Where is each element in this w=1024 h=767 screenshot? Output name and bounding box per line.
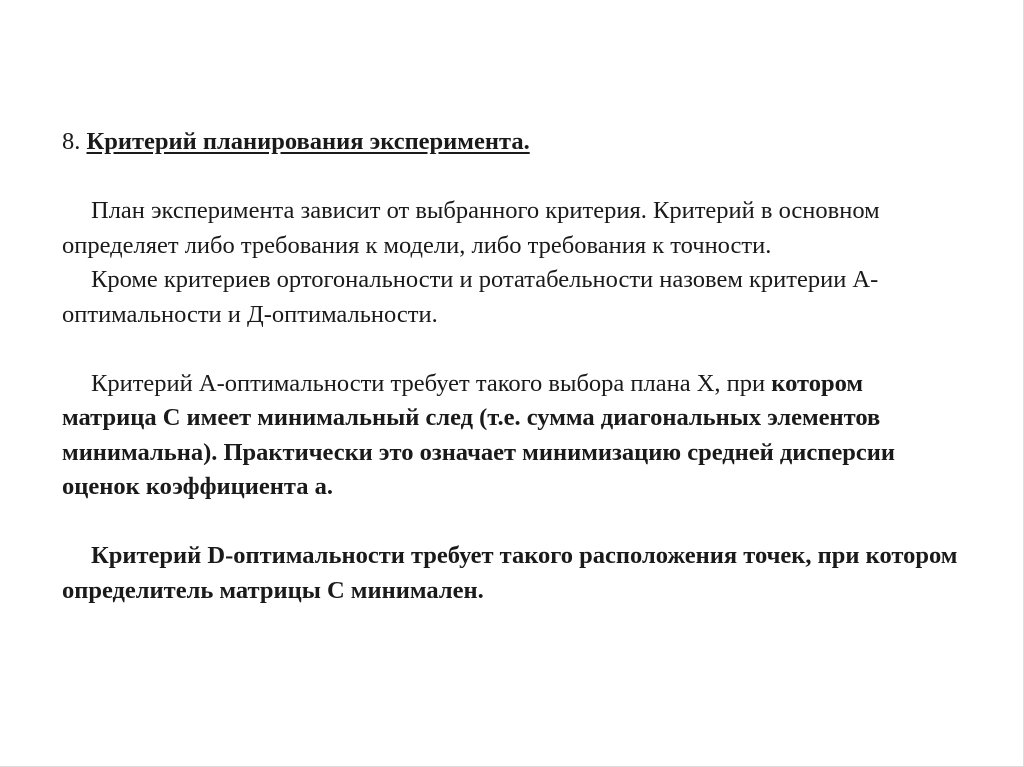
paragraph-criteria-names: Кроме критериев ортогональности и ротатабельности назовем критерии А-оптимальности и Д-оптимальности. [62, 266, 879, 328]
section-heading [62, 125, 962, 160]
a-optimality-intro: Критерий А-оптимальности требует такого выбора плана Х, при [91, 369, 766, 397]
paragraph-plan-depends: План эксперимента зависит от выбранного критерия. Критерий в основном определяет либо требования к модели, либо требования к точности. [62, 197, 880, 259]
a-optimality-definition: котором матрица С имеет минимальный след (т.е. сумма диагональных элементов минимальна). Практически это означает минимизацию средней дисперсии оценок коэффициента а. [62, 369, 895, 500]
spacer [62, 505, 962, 540]
spacer [62, 332, 962, 367]
section-number: 8. [62, 128, 81, 155]
slide-content [62, 125, 962, 608]
section-title: Критерий планирования эксперимента. [86, 128, 530, 155]
paragraph-a-optimality [62, 367, 962, 505]
paragraph-d-optimality: Критерий D-оптимальности требует такого расположения точек, при котором определитель матрицы С минимален. [62, 542, 958, 604]
spacer [62, 160, 962, 195]
